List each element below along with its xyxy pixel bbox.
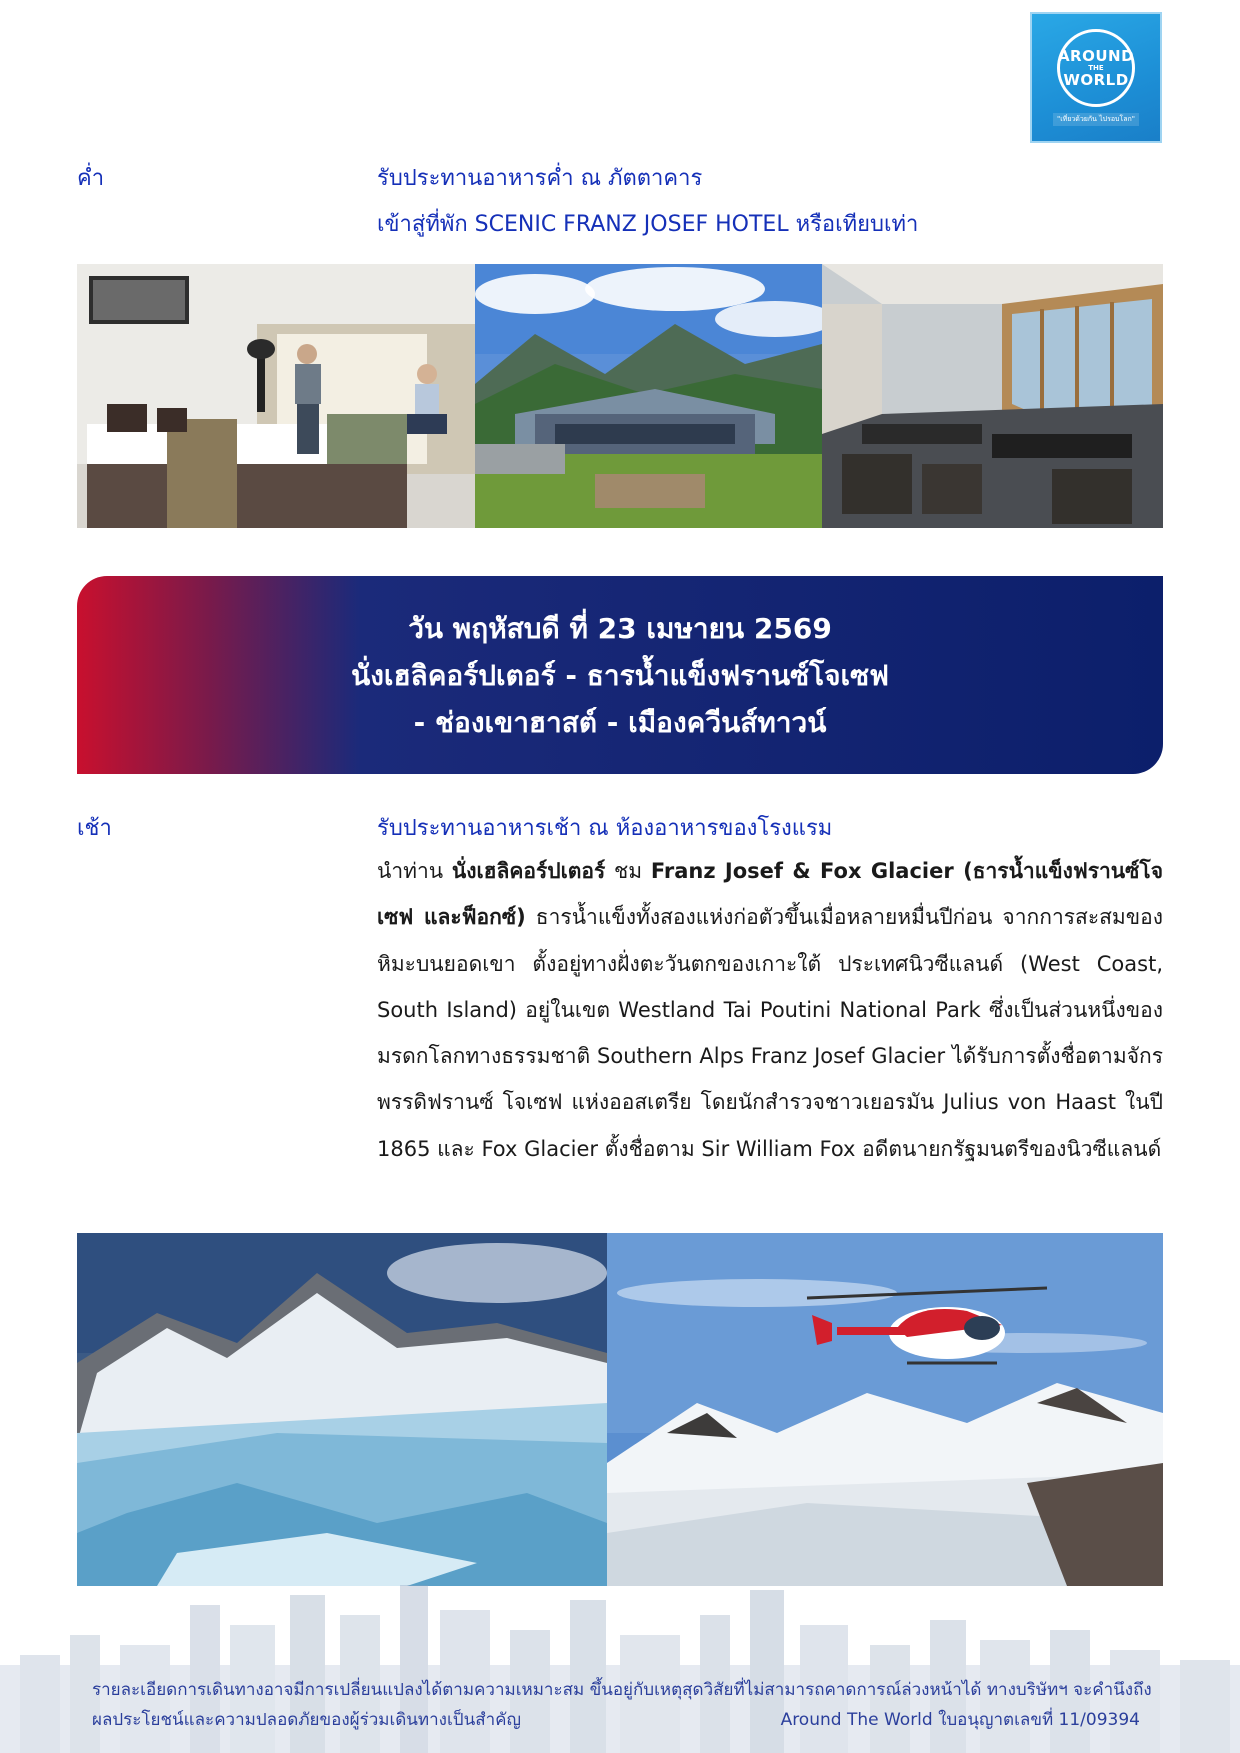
para-intro: นำท่าน xyxy=(377,859,452,883)
logo-text-the: THE xyxy=(1088,63,1104,72)
day-banner-route-1: นั่งเฮลิคอร์ปเตอร์ - ธารน้ำแข็งฟรานซ์โจเซฟ xyxy=(351,658,889,692)
day-banner xyxy=(77,576,1163,774)
logo-tagline: "เที่ยวด้วยกัน ไปรอบโลก" xyxy=(1053,113,1139,126)
company-logo xyxy=(1030,12,1162,143)
day-banner-date: วัน พฤหัสบดี ที่ 23 เมษายน 2569 xyxy=(408,611,832,645)
dinner-label: ค่ำ xyxy=(77,166,105,191)
breakfast-meal-text: รับประทานอาหารเช้า ณ ห้องอาหารของโรงแรม xyxy=(377,816,833,841)
glacier-photo xyxy=(77,1233,607,1586)
logo-text-world: WORLD xyxy=(1063,70,1129,89)
hotel-room-photo xyxy=(77,264,475,528)
dinner-meal-text: รับประทานอาหารค่ำ ณ ภัตตาคาร xyxy=(377,166,703,191)
footer-disclaimer-1: รายละเอียดการเดินทางอาจมีการเปลี่ยนแปลงได้ตามความเหมาะสม ขึ้นอยู่กับเหตุสุดวิสัยที่ไม่สามารถคาดการณ์ล่วงหน้าได้ ทางบริษัทฯ จะคำนึงถึง xyxy=(92,1680,1152,1700)
hotel-restaurant-photo xyxy=(822,264,1163,528)
day-banner-route-2: - ช่องเขาฮาสต์ - เมืองควีนส์ทาวน์ xyxy=(413,705,827,739)
hotel-exterior-photo xyxy=(475,264,822,528)
helicopter-glacier-photo xyxy=(607,1233,1163,1586)
breakfast-label: เช้า xyxy=(77,816,112,841)
glacier-description xyxy=(377,848,1163,1172)
hotel-text: เข้าสู่ที่พัก SCENIC FRANZ JOSEF HOTEL หรือเทียบเท่า xyxy=(377,212,919,237)
para-text-2: ธารน้ำแข็งทั้งสองแห่งก่อตัวขึ้นเมื่อหลายหมื่นปีก่อน จากการสะสมของหิมะบนยอดเขา ตั้งอยู่ทางฝั่งตะวันตกของเกาะใต้ ประเทศนิวซีแลนด์ (West Coast, South Island) อยู่ในเขต Westland Tai Poutini National Park ซึ่งเป็นส่วนหนึ่งของมรดกโลกทางธรรมชาติ Southern Alps Franz Josef Glacier ได้รับการตั้งชื่อตามจักรพรรดิฟรานซ์ โจเซฟ แห่งออสเตรีย โดยนักสำรวจชาวเยอรมัน Julius von Haast ในปี 1865 และ Fox Glacier ตั้งชื่อตาม Sir William Fox อดีตนายกรัฐมนตรีของนิวซีแลนด์ xyxy=(377,905,1163,1161)
para-text-1: ชม xyxy=(605,859,651,883)
footer-disclaimer-2: ผลประโยชน์และความปลอดภัยของผู้ร่วมเดินทางเป็นสำคัญ xyxy=(92,1710,521,1730)
footer-license: Around The World ใบอนุญาตเลขที่ 11/09394 xyxy=(780,1710,1140,1730)
globe-icon xyxy=(1057,29,1135,107)
para-glacier-names: Franz Josef & Fox Glacier (ธารน้ำแข็งฟรานซ์โจเซฟ และฟ็อกซ์) xyxy=(377,859,1163,930)
para-helicopter: นั่งเฮลิคอร์ปเตอร์ xyxy=(451,859,606,883)
logo-text-around: AROUND xyxy=(1057,46,1135,65)
